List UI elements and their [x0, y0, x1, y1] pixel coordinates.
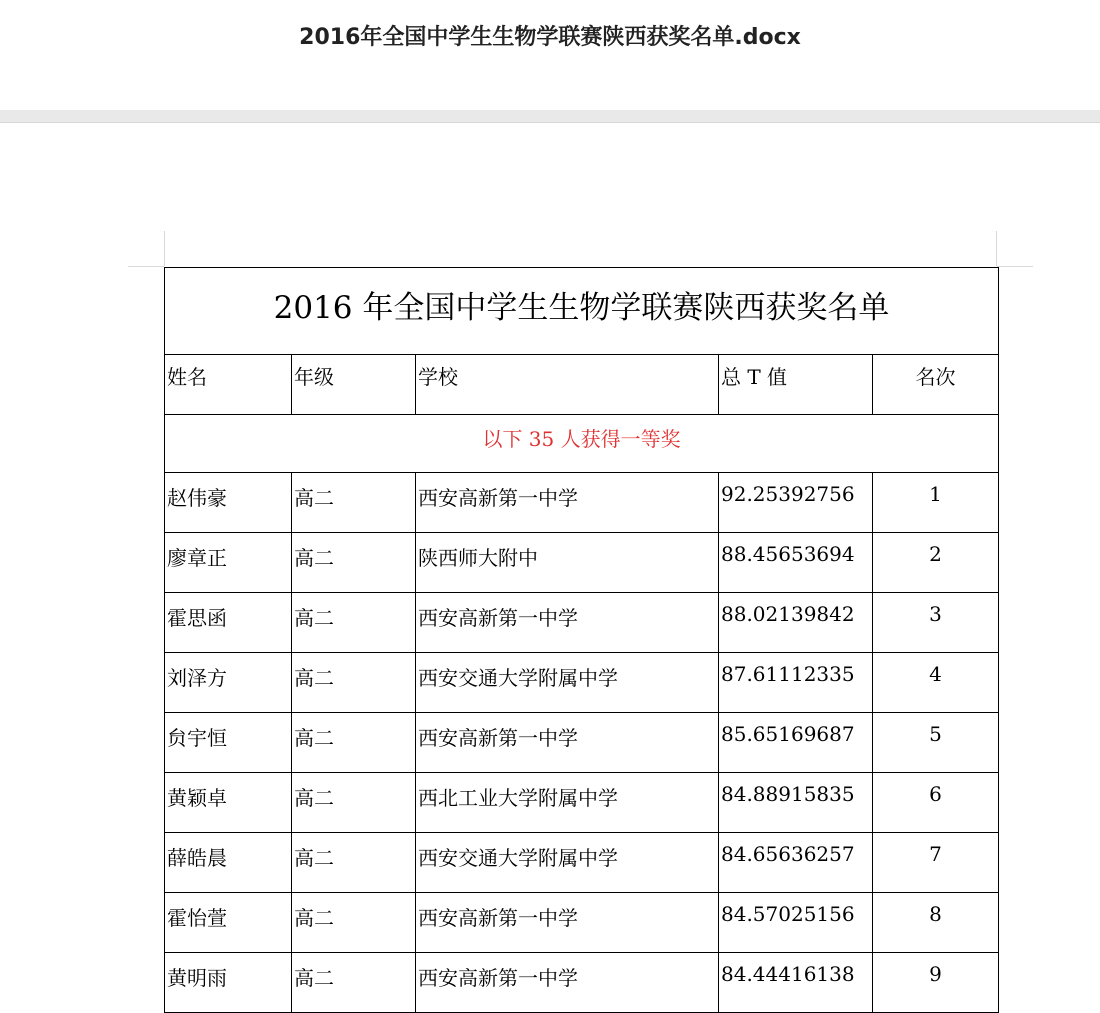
cell-grade: 高二	[292, 593, 416, 653]
cell-grade: 高二	[292, 773, 416, 833]
cell-name: 黄颖卓	[165, 773, 292, 833]
page-corner-mark	[996, 231, 997, 266]
table-row	[165, 893, 999, 953]
cell-score: 84.65636257	[719, 833, 873, 893]
table-row	[165, 773, 999, 833]
table-row	[165, 533, 999, 593]
cell-name: 霍怡萱	[165, 893, 292, 953]
cell-name: 廖章正	[165, 533, 292, 593]
cell-name: 黄明雨	[165, 953, 292, 1013]
section-row	[165, 415, 999, 473]
cell-score: 88.45653694	[719, 533, 873, 593]
cell-name: 赵伟豪	[165, 473, 292, 533]
table-title-row	[165, 268, 999, 355]
cell-score: 92.25392756	[719, 473, 873, 533]
table-row	[165, 653, 999, 713]
cell-grade: 高二	[292, 893, 416, 953]
cell-score: 84.44416138	[719, 953, 873, 1013]
title-bar	[0, 0, 1100, 110]
document-page	[0, 123, 1100, 990]
table-row	[165, 473, 999, 533]
page-corner-mark	[997, 266, 1033, 267]
cell-school: 西安高新第一中学	[416, 893, 719, 953]
toolbar-divider	[0, 110, 1100, 123]
cell-rank: 3	[873, 593, 999, 653]
cell-rank: 9	[873, 953, 999, 1013]
cell-rank: 4	[873, 653, 999, 713]
header-rank: 名次	[873, 355, 999, 415]
table-row	[165, 953, 999, 1013]
cell-name: 贠宇恒	[165, 713, 292, 773]
cell-score: 84.88915835	[719, 773, 873, 833]
table-row	[165, 833, 999, 893]
cell-grade: 高二	[292, 833, 416, 893]
cell-name: 霍思函	[165, 593, 292, 653]
table-row	[165, 593, 999, 653]
cell-rank: 5	[873, 713, 999, 773]
page-corner-mark	[128, 266, 164, 267]
cell-score: 87.61112335	[719, 653, 873, 713]
cell-grade: 高二	[292, 653, 416, 713]
cell-grade: 高二	[292, 713, 416, 773]
cell-rank: 8	[873, 893, 999, 953]
section-heading: 以下 35 人获得一等奖	[165, 415, 999, 473]
cell-school: 陕西师大附中	[416, 533, 719, 593]
cell-grade: 高二	[292, 533, 416, 593]
header-score: 总 T 值	[719, 355, 873, 415]
cell-school: 西安交通大学附属中学	[416, 653, 719, 713]
document-title: 2016年全国中学生生物学联赛陕西获奖名单.docx	[299, 25, 801, 50]
cell-grade: 高二	[292, 473, 416, 533]
cell-school: 西北工业大学附属中学	[416, 773, 719, 833]
cell-school: 西安高新第一中学	[416, 593, 719, 653]
cell-score: 88.02139842	[719, 593, 873, 653]
cell-name: 刘泽方	[165, 653, 292, 713]
cell-grade: 高二	[292, 953, 416, 1013]
cell-rank: 6	[873, 773, 999, 833]
page-corner-mark	[164, 231, 165, 266]
cell-school: 西安高新第一中学	[416, 473, 719, 533]
cell-school: 西安交通大学附属中学	[416, 833, 719, 893]
header-school: 学校	[416, 355, 719, 415]
table-title: 2016 年全国中学生生物学联赛陕西获奖名单	[165, 268, 999, 355]
cell-rank: 1	[873, 473, 999, 533]
cell-score: 85.65169687	[719, 713, 873, 773]
cell-rank: 7	[873, 833, 999, 893]
cell-school: 西安高新第一中学	[416, 713, 719, 773]
cell-score: 84.57025156	[719, 893, 873, 953]
table-header-row	[165, 355, 999, 415]
header-name: 姓名	[165, 355, 292, 415]
table-row	[165, 713, 999, 773]
header-grade: 年级	[292, 355, 416, 415]
cell-rank: 2	[873, 533, 999, 593]
award-table	[164, 267, 999, 1013]
cell-school: 西安高新第一中学	[416, 953, 719, 1013]
cell-name: 薛皓晨	[165, 833, 292, 893]
